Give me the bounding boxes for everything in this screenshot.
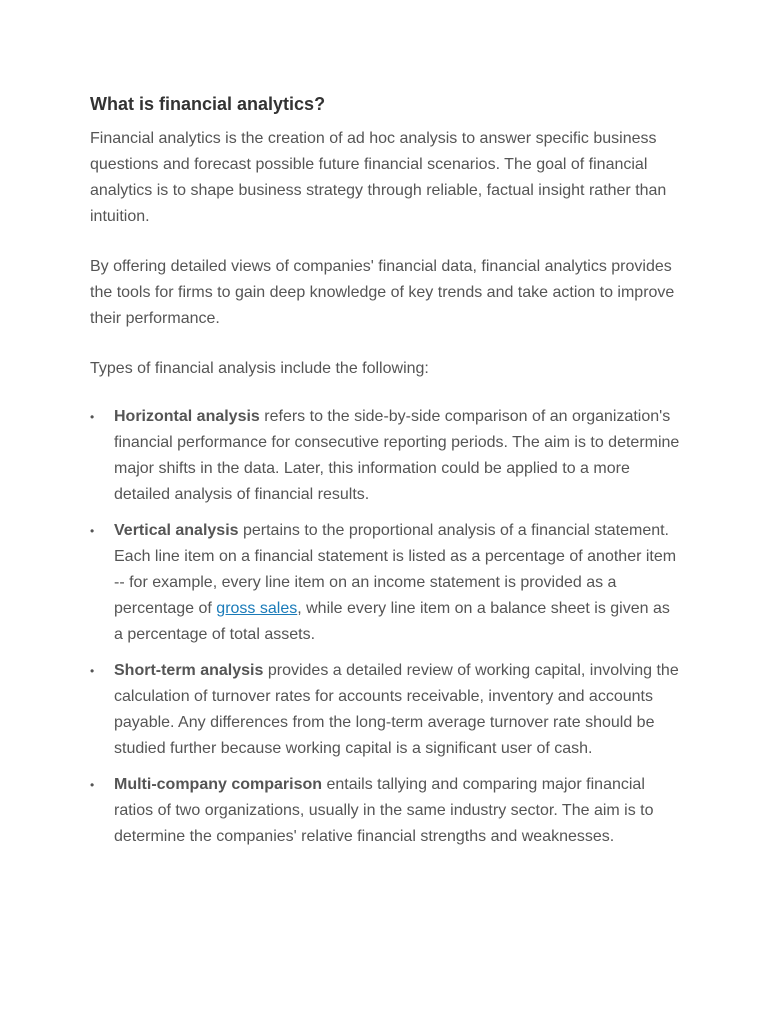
gross-sales-link[interactable]: gross sales — [216, 600, 298, 617]
description-multi-company-comparison: entails tallying and comparing major financial ratios of two organizations, usually in the same industry sector. The aim is to determine the companies' relative financial strengths and weaknesses. — [114, 776, 654, 845]
term-horizontal-analysis: Horizontal analysis — [114, 408, 260, 425]
list-item-vertical-analysis — [90, 518, 680, 648]
list-item-horizontal-analysis — [90, 404, 680, 508]
bullet-icon: • — [90, 524, 95, 538]
bullet-icon: • — [90, 664, 95, 678]
description-horizontal-analysis: refers to the side-by-side comparison of an organization's financial performance for consecutive reporting periods. The aim is to determine major shifts in the data. Later, this information could be applied to a more detailed analysis of financial results. — [114, 408, 680, 503]
description-vertical-analysis-end: , while every line item on a balance sheet is given as a percentage of total assets. — [114, 600, 670, 643]
description-short-term-analysis: provides a detailed review of working capital, involving the calculation of turnover rates for accounts receivable, inventory and accounts payable. Any differences from the long-term average turnover rate should be studied further because working capital is a significant user of cash. — [114, 662, 679, 757]
term-vertical-analysis: Vertical analysis — [114, 522, 239, 539]
bullet-icon: • — [90, 778, 95, 792]
second-paragraph: By offering detailed views of companies' financial data, financial analytics provides the tools for firms to gain deep knowledge of key trends and take action to improve their performance. — [90, 258, 675, 327]
term-short-term-analysis: Short-term analysis — [114, 662, 264, 679]
article — [90, 92, 680, 860]
list-item-multi-company-comparison — [90, 772, 680, 850]
bullet-icon: • — [90, 410, 95, 424]
description-vertical-analysis-start: pertains to the proportional analysis of a financial statement. Each line item on a financial statement is listed as a percentage of another item -- for example, every line item on an income statement is provided as a percentage of — [114, 522, 677, 617]
list-item-short-term-analysis — [90, 658, 680, 762]
types-intro: Types of financial analysis include the following: — [90, 360, 429, 377]
analysis-types-list — [90, 404, 680, 850]
term-multi-company-comparison: Multi-company comparison — [114, 776, 323, 793]
article-title: What is financial analytics? — [90, 94, 326, 114]
intro-paragraph: Financial analytics is the creation of ad hoc analysis to answer specific business questions and forecast possible future financial scenarios. The goal of financial analytics is to shape business strategy through reliable, factual insight rather than intuition. — [90, 130, 667, 225]
